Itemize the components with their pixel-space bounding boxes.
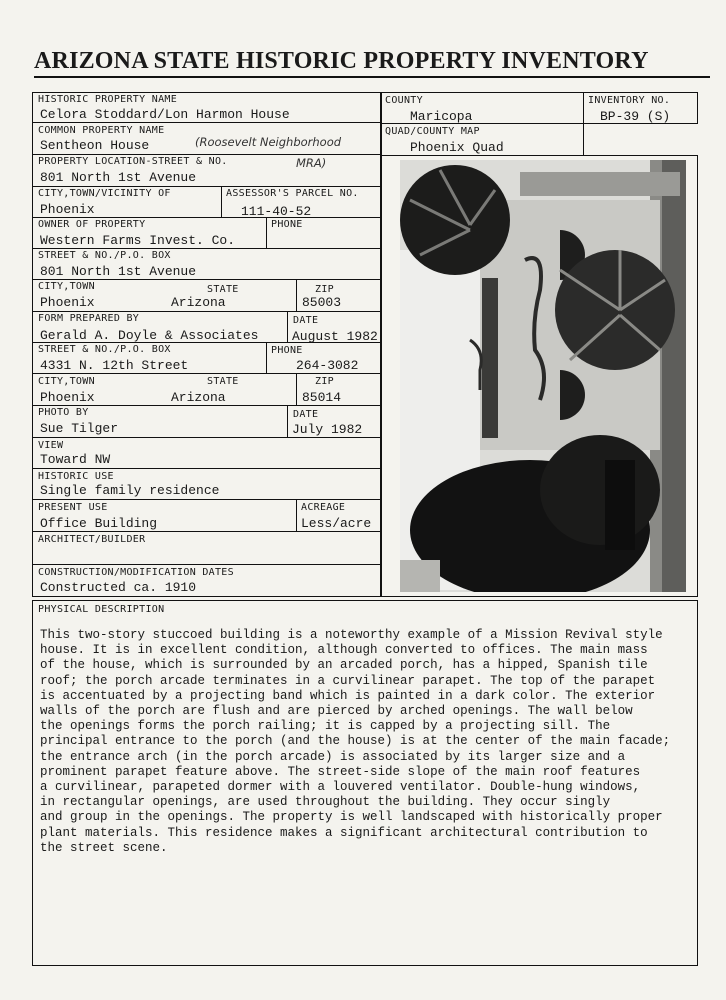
owner-zip-value: 85003	[302, 295, 342, 310]
row-divider	[32, 499, 381, 500]
row-divider	[32, 437, 381, 438]
owner-zip-label: ZIP	[315, 284, 334, 295]
acreage-label: ACREAGE	[301, 502, 346, 513]
photo-by-value: Sue Tilger	[40, 421, 119, 436]
owner-value: Western Farms Invest. Co.	[40, 233, 236, 248]
present-use-label: PRESENT USE	[38, 502, 108, 513]
owner-city-label: CITY,TOWN	[38, 281, 95, 292]
parcel-label: ASSESSOR'S PARCEL NO.	[226, 188, 359, 199]
prepared-date-label: DATE	[293, 315, 319, 326]
preparer-street-label: STREET & NO./P.O. BOX	[38, 344, 171, 355]
owner-city-value: Phoenix	[40, 295, 95, 310]
photo-date-label: DATE	[293, 409, 319, 420]
city-vicinity-value: Phoenix	[40, 202, 95, 217]
preparer-phone-value: 264-3082	[296, 358, 359, 373]
row-divider	[32, 468, 381, 469]
col-divider	[287, 311, 288, 342]
property-photo	[400, 160, 686, 592]
inventory-value: BP-39 (S)	[600, 109, 671, 124]
construction-value: Constructed ca. 1910	[40, 580, 197, 595]
row-divider	[32, 279, 381, 280]
description-text: This two-story stuccoed building is a noteworthy example of a Mission Revival style house. It is in excellent condition, although converted to offices. The main mass of the house, which is surrounded by an arcaded porch, has a hipped, Spanish tile roof; the porch arcade terminates in a curvilinear parapet. The top of the parapet is accentuated by a projecting band which is painted in a dark color. The exterior walls of the porch are flush and are pierced by arched openings. The wall below the openings forms the porch railing; it is capped by a projecting sill. The principal entrance to the porch (and the house) is at the center of the main facade; the entrance arch (in the porch arcade) is associated by its larger size and a prominent parapet feature above. The street-side slope of the main roof features a curvilinear, parapeted dormer with a louvered ventilator. Double-hung windows, in rectangular openings, are used throughout the building. They occur singly and group in the openings. The property is well landscaped with historically proper plant materials. This residence makes a significant architectural contribution to the street scene.	[40, 628, 671, 855]
owner-state-label: STATE	[207, 284, 239, 295]
col-divider	[266, 217, 267, 248]
title-rule	[34, 76, 710, 78]
historic-use-value: Single family residence	[40, 483, 220, 498]
architect-label: ARCHITECT/BUILDER	[38, 534, 146, 545]
historic-name-value: Celora Stoddard/Lon Harmon House	[40, 107, 290, 122]
photo-date-value: July 1982	[292, 422, 363, 437]
preparer-state-label: STATE	[207, 376, 239, 387]
photo-by-label: PHOTO BY	[38, 407, 89, 418]
owner-label: OWNER OF PROPERTY	[38, 219, 146, 230]
preparer-zip-label: ZIP	[315, 376, 334, 387]
preparer-state-value: Arizona	[171, 390, 226, 405]
view-value: Toward NW	[40, 452, 111, 467]
description-label: PHYSICAL DESCRIPTION	[38, 604, 165, 615]
row-divider	[32, 373, 381, 374]
col-divider	[287, 405, 288, 437]
row-divider	[32, 217, 381, 218]
common-name-note: (Roosevelt Neighborhood	[195, 135, 342, 149]
view-label: VIEW	[38, 440, 64, 451]
row-divider	[32, 564, 381, 565]
quad-value: Phoenix Quad	[410, 140, 504, 155]
house-photo-illustration	[400, 160, 686, 592]
inventory-label: INVENTORY NO.	[588, 95, 671, 106]
row-divider	[32, 311, 381, 312]
owner-state-value: Arizona	[171, 295, 226, 310]
parcel-value: 111-40-52	[241, 204, 312, 219]
location-value: 801 North 1st Avenue	[40, 170, 197, 185]
construction-label: CONSTRUCTION/MODIFICATION DATES	[38, 567, 234, 578]
col-divider	[296, 279, 297, 311]
preparer-city-label: CITY,TOWN	[38, 376, 95, 387]
county-value: Maricopa	[410, 109, 473, 124]
row-divider	[32, 405, 381, 406]
county-label: COUNTY	[385, 95, 423, 106]
location-label: PROPERTY LOCATION-STREET & NO.	[38, 156, 228, 167]
col-divider	[221, 186, 222, 217]
row-divider	[32, 531, 381, 532]
col-divider	[296, 499, 297, 531]
acreage-value: Less/acre	[301, 516, 372, 531]
common-name-label: COMMON PROPERTY NAME	[38, 125, 165, 136]
preparer-city-value: Phoenix	[40, 390, 95, 405]
owner-street-value: 801 North 1st Avenue	[40, 264, 197, 279]
prepared-by-value: Gerald A. Doyle & Associates	[40, 328, 259, 343]
row-divider	[32, 122, 381, 123]
row-divider	[32, 186, 381, 187]
common-name-note2: MRA)	[296, 156, 327, 170]
row-divider	[32, 154, 381, 155]
prepared-by-label: FORM PREPARED BY	[38, 313, 140, 324]
city-vicinity-label: CITY,TOWN/VICINITY OF	[38, 188, 171, 199]
owner-phone-label: PHONE	[271, 219, 303, 230]
form-title: ARIZONA STATE HISTORIC PROPERTY INVENTORY	[34, 48, 649, 74]
historic-name-label: HISTORIC PROPERTY NAME	[38, 94, 178, 105]
owner-street-label: STREET & NO./P.O. BOX	[38, 250, 171, 261]
quad-label: QUAD/COUNTY MAP	[385, 126, 480, 137]
col-divider	[296, 373, 297, 405]
preparer-phone-label: PHONE	[271, 345, 303, 356]
col-divider	[266, 342, 267, 373]
preparer-street-value: 4331 N. 12th Street	[40, 358, 189, 373]
historic-use-label: HISTORIC USE	[38, 471, 114, 482]
preparer-zip-value: 85014	[302, 390, 342, 405]
present-use-value: Office Building	[40, 516, 158, 531]
common-name-value: Sentheon House	[40, 138, 150, 153]
row-divider	[32, 248, 381, 249]
prepared-date-value: August 1982	[292, 329, 378, 344]
